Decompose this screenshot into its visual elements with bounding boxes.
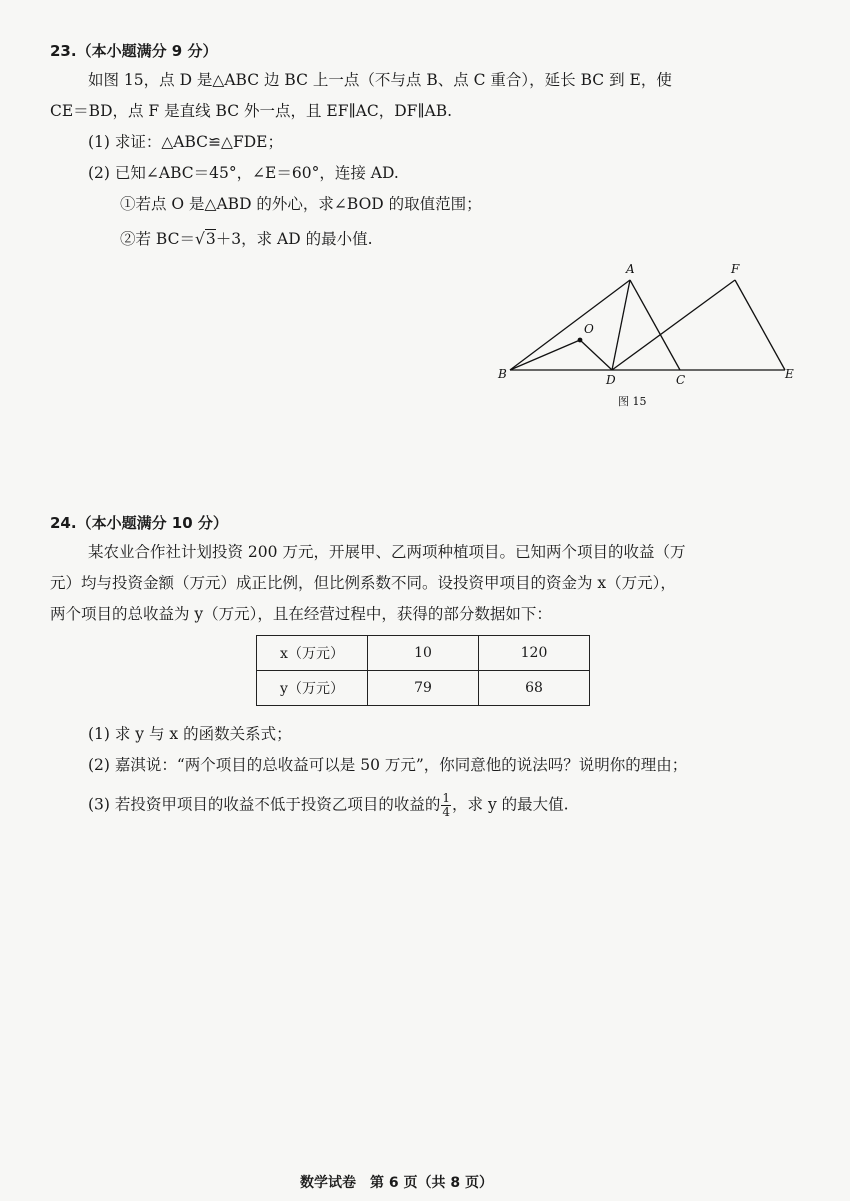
q24-part2: (2) 嘉淇说：“两个项目的总收益可以是 50 万元”，你同意他的说法吗？说明你的理由；	[88, 756, 688, 774]
sqrt-symbol: √	[194, 230, 205, 248]
table-cell: 120	[479, 636, 590, 671]
q24-part3	[88, 792, 569, 819]
table-row	[257, 671, 590, 706]
label-F: F	[731, 262, 740, 276]
table-cell: 79	[368, 671, 479, 706]
q23-sub2-radicand: 3	[205, 230, 216, 248]
label-D: D	[606, 373, 616, 387]
fraction-numerator: 1	[442, 791, 451, 805]
figure-caption: 图 15	[618, 395, 647, 408]
q23-sub1: ①若点 O 是△ABD 的外心，求∠BOD 的取值范围；	[120, 195, 482, 213]
table-header-x: x（万元）	[257, 636, 368, 671]
fraction-one-quarter	[441, 792, 451, 819]
table-cell: 10	[368, 636, 479, 671]
segment-FE	[735, 280, 785, 370]
table-row	[257, 636, 590, 671]
q23-header: 23.（本小题满分 9 分）	[50, 42, 218, 60]
fraction-denominator: 4	[442, 805, 451, 819]
label-A: A	[626, 262, 635, 276]
q23-sub2-post: ＋3，求 AD 的最小值.	[215, 230, 373, 248]
label-O: O	[584, 322, 594, 336]
label-B: B	[498, 367, 507, 381]
q24-part3-pre: (3) 若投资甲项目的收益不低于投资乙项目的收益的	[88, 795, 441, 814]
q23-part1: (1) 求证：△ABC≌△FDE；	[88, 133, 283, 151]
table-header-y: y（万元）	[257, 671, 368, 706]
q24-part1: (1) 求 y 与 x 的函数关系式；	[88, 725, 292, 743]
q23-sub2-pre: ②若 BC＝	[120, 230, 195, 248]
segment-OD	[580, 340, 612, 370]
q24-part3-post: ，求 y 的最大值.	[452, 795, 569, 814]
q24-header: 24.（本小题满分 10 分）	[50, 514, 228, 532]
page-footer: 数学试卷 第 6 页（共 8 页）	[300, 1175, 493, 1191]
label-C: C	[676, 373, 686, 387]
segment-AD	[612, 280, 630, 370]
q24-stem-line3: 两个项目的总收益为 y（万元），且在经营过程中，获得的部分数据如下：	[50, 605, 552, 623]
table-cell: 68	[479, 671, 590, 706]
data-table	[256, 635, 590, 706]
q23-stem-line2: CE＝BD，点 F 是直线 BC 外一点，且 EF∥AC，DF∥AB.	[50, 102, 453, 120]
q23-part2: (2) 已知∠ABC＝45°，∠E＝60°，连接 AD.	[88, 164, 399, 182]
segment-DF	[612, 280, 735, 370]
point-O	[578, 338, 583, 343]
q24-stem-line1: 某农业合作社计划投资 200 万元，开展甲、乙两项种植项目。已知两个项目的收益（万	[88, 543, 686, 561]
segment-BA	[510, 280, 630, 370]
q23-stem-line1: 如图 15，点 D 是△ABC 边 BC 上一点（不与点 B、点 C 重合），延长 BC 到 E，使	[88, 71, 672, 89]
q24-stem-line2: 元）均与投资金额（万元）成正比例，但比例系数不同。设投资甲项目的资金为 x（万元），	[50, 574, 676, 592]
label-E: E	[785, 367, 794, 381]
